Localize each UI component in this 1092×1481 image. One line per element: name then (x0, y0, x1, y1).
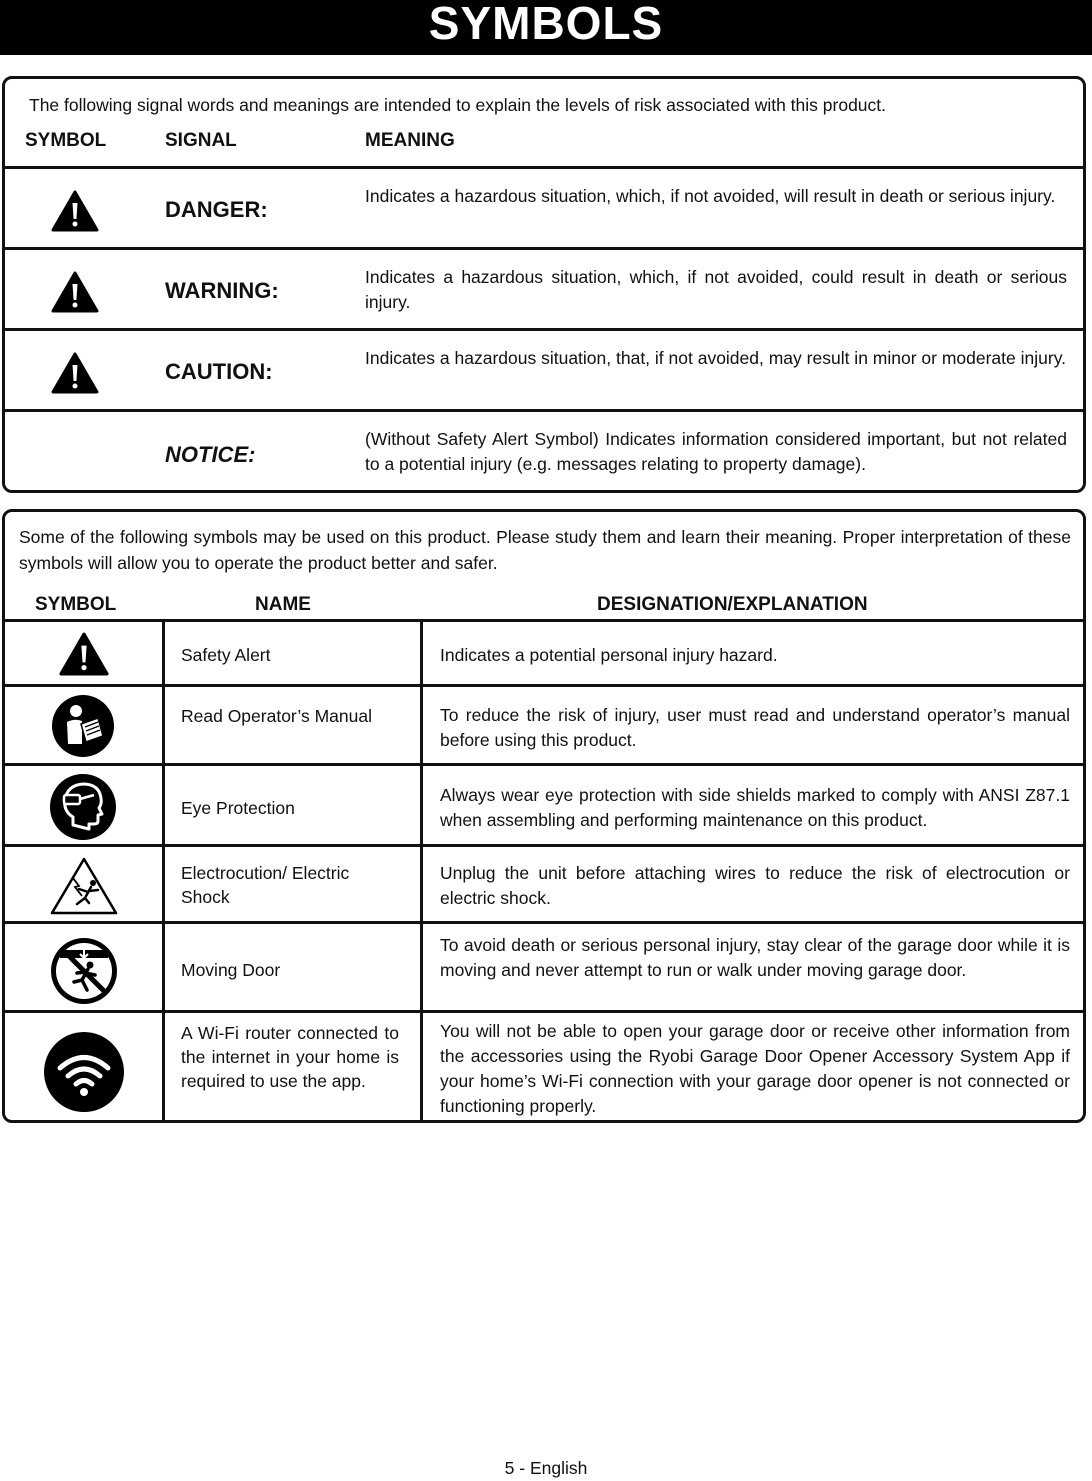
signal-word-notice: NOTICE: (165, 442, 256, 467)
symbol-description: Always wear eye protection with side shields marked to comply with ANSI Z87.1 when assembling and performing maintenance on this product. (440, 785, 1070, 830)
symbol-description: To reduce the risk of injury, user must read and understand operator’s manual before using this product. (440, 705, 1070, 750)
signal-word-warning: WARNING: (165, 278, 279, 303)
signal-meaning-warning: Indicates a hazardous situation, which, if not avoided, could result in death or serious injury. (365, 267, 1067, 312)
symbol-row-moving-door (5, 921, 1083, 1011)
symbols-intro: Some of the following symbols may be used on this product. Please study them and learn their meaning. Proper interpretation of these symbols will allow you to operate the product better and safer. (19, 527, 1071, 573)
signal-row-warning (5, 247, 1083, 329)
symbol-description: To avoid death or serious personal injury, stay clear of the garage door while it is moving and never attempt to run or walk under moving garage door. (440, 935, 1070, 980)
symbol-row-safety-alert (5, 619, 1083, 685)
header-symbol: SYMBOL (25, 130, 107, 151)
symbol-row-eye-protection (5, 763, 1083, 845)
signal-word-caution: CAUTION: (165, 359, 273, 384)
symbol-name: Eye Protection (181, 798, 295, 818)
page-title: SYMBOLS (0, 0, 1092, 55)
signal-meaning-danger: Indicates a hazardous situation, which, if not avoided, will result in death or serious injury. (365, 186, 1056, 206)
symbol-description: You will not be able to open your garage door or receive other information from the accessories using the Ryobi Garage Door Opener Accessory System App if your home’s Wi-Fi connection with your garage door opener is not connected or functioning properly. (440, 1021, 1070, 1116)
safety-alert-triangle-icon (51, 190, 99, 232)
symbol-name: Moving Door (181, 960, 281, 980)
safety-alert-triangle-icon (58, 632, 110, 676)
signal-row-notice (5, 409, 1083, 493)
header-name: NAME (255, 594, 311, 615)
page-footer: 5 - English (504, 1458, 588, 1478)
symbol-description: Indicates a potential personal injury hazard. (440, 645, 778, 665)
signal-meaning-notice: (Without Safety Alert Symbol) Indicates information considered important, but not related to a potential injury (e.g. messages relating to property damage). (365, 429, 1067, 474)
symbols-table (2, 509, 1086, 1123)
header-signal: SIGNAL (165, 130, 237, 151)
symbol-name: Read Operator’s Manual (181, 706, 372, 726)
header-designation: DESIGNATION/EXPLANATION (597, 594, 868, 615)
symbol-row-wifi (5, 1010, 1083, 1123)
signal-row-caution (5, 328, 1083, 410)
signal-meaning-caution: Indicates a hazardous situation, that, if not avoided, may result in minor or moderate injury. (365, 348, 1067, 368)
electrocution-icon (49, 856, 119, 916)
safety-alert-triangle-icon (51, 352, 99, 394)
signal-row-danger (5, 166, 1083, 248)
safety-alert-triangle-icon (51, 271, 99, 313)
header-symbol: SYMBOL (35, 594, 117, 615)
symbol-row-read-manual (5, 684, 1083, 764)
signal-intro: The following signal words and meanings are intended to explain the levels of risk associated with this product. (29, 95, 887, 115)
wifi-icon (43, 1031, 125, 1113)
header-meaning: MEANING (365, 130, 455, 151)
symbol-description: Unplug the unit before attaching wires to reduce the risk of electrocution or electric shock. (440, 863, 1070, 908)
moving-door-icon (49, 936, 119, 1006)
signal-word-danger: DANGER: (165, 197, 268, 222)
eye-protection-icon (49, 773, 117, 841)
symbol-name: Safety Alert (181, 645, 271, 665)
symbol-name: Electrocution/ Electric Shock (181, 863, 350, 907)
symbol-name: A Wi-Fi router connected to the internet in your home is required to use the app. (181, 1023, 399, 1091)
symbol-row-electrocution (5, 844, 1083, 922)
read-manual-icon (51, 694, 115, 758)
signal-words-table (2, 76, 1086, 493)
